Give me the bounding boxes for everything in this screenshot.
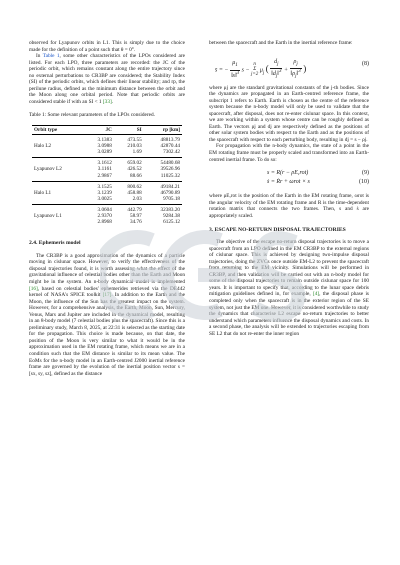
text: . In addition to the Earth and the Moon, the influence of the Sun has the greatest impact on the system. However, for a comprehensive analysis, the Earth, Moon, Sun, Mercury, Venus, Mars and Jupiter are included in the dynamical model, resulting in an 8-body model (7 celestial bodies plus the spacecraft). Since this is a preliminary study, March 8, 2025, at 22:31 is selected as the starting date for the propagation. This choice is made because, on that date, the position of the Moon is very similar to what it would be in the approximation used in the EM rotating frame, which means we are in a condition such that the EM distance is similar to its mean value. The EoMs for the n-body model in an Earth-centred J2000 inertial reference frame are governed by the evolution of the inertial position vector s = [sx, sy, sz], defined as the distance bbox=[29, 292, 186, 377]
table-cell: 442.79 bbox=[114, 204, 144, 213]
table-cell: 3.0988 bbox=[97, 143, 112, 150]
table-header-cell: SI bbox=[114, 126, 144, 135]
equation-9: s = R(r − ρE,rot) bbox=[267, 170, 309, 177]
paragraph-equation-description: where μj are the standard gravitational constants of the j-th bodies. Since the dynamics are propagated in an Earth-centred reference frame, the subscript 1 refers to Earth. Earth is chosen as the centre of the reference system because the n-body model will only be used to validate that the spacecraft, after disposal, does not re-enter cislunar space. In this context, we are working within a system whose centre can be roughly defined as Earth. The vectors ρj and dj are respectively defined as the positions of other solar system bodies with respect to the Earth and as the positions of the spacecraft with respect to each perturbing body, resulting in dj = s − ρj. bbox=[209, 84, 369, 143]
equation-number: (9) bbox=[362, 170, 369, 177]
table-cell-orbit-type bbox=[32, 149, 84, 158]
table-header-row bbox=[32, 126, 182, 135]
table-cell-orbit-type bbox=[32, 196, 84, 205]
table-row bbox=[32, 196, 182, 205]
citation-link[interactable]: [33] bbox=[102, 98, 112, 105]
table-cell: 3.0025 bbox=[97, 195, 112, 202]
table-cell: 659.02 bbox=[114, 158, 144, 167]
table-cell: 49184.21 bbox=[144, 181, 182, 190]
paragraph-table-intro bbox=[29, 53, 185, 105]
table-cell: 48813.79 bbox=[160, 137, 180, 144]
table-cell-orbit-type bbox=[32, 219, 84, 227]
text: , based on celestial bodies' ephemerides retrieved via the DE442 kernel of NASA's SPICE toolkit bbox=[29, 285, 185, 299]
equation-10: ṡ = Ṙr + ωrot × s bbox=[267, 179, 310, 186]
table-reference-link[interactable]: Table 1 bbox=[42, 53, 60, 60]
table-cell-orbit-type bbox=[32, 135, 84, 144]
left-column bbox=[29, 40, 185, 377]
table-cell: 2.9867 bbox=[97, 172, 112, 179]
table-cell: 9705.18 bbox=[163, 195, 180, 202]
paragraph-escape-objective bbox=[209, 239, 369, 337]
table-cell-orbit-type bbox=[32, 181, 84, 190]
equation-8 bbox=[209, 51, 369, 81]
paragraph-ephemeris bbox=[29, 253, 185, 377]
table-cell: 210.03 bbox=[127, 143, 142, 150]
table-row bbox=[32, 219, 182, 227]
table-row bbox=[32, 158, 182, 167]
table-cell: 3.1612 bbox=[84, 158, 114, 167]
table-row bbox=[32, 149, 182, 158]
citation-link[interactable]: [4] bbox=[312, 291, 320, 298]
table-cell: 2.03 bbox=[132, 195, 142, 202]
text: In bbox=[36, 53, 41, 60]
text: , the disposal phase is completed only when the spacecraft is in the exterior region of the SE system, not just the EM one. However, it is considered worthwhile to study the dynamics that characterise L2 escape no-return trajectories to better understand which parameters influence the disposal dynamics and costs. In a second phase, the analysis will be extended to trajectories escaping from SE L2 that do not re-enter the inner region bbox=[209, 291, 369, 337]
table-row bbox=[32, 181, 182, 190]
text: The objective of the escape no-return disposal trajectories is to move a spacecraft from an LPO defined in the EM CR3BP to the external regions of cislunar space. This is achieved by designing two-impulse disposal trajectories, doing the ZVCs once outside EM-L2 to prevent the spacecraft from returning to the EM vicinity. Simulations will be performed in CR3BP, and then validation will be carried out with an n-body model for some of the disposal trajectories to remain outside cislunar space for 100 years. It is important to specify that, according to the lunar space debris mitigation guidelines defined in, for example, bbox=[209, 239, 369, 298]
table-cell: 34.76 bbox=[129, 219, 142, 226]
table-header-cell: rp [km] bbox=[144, 126, 182, 135]
table-cell: 2.9370 bbox=[97, 213, 112, 220]
table-cell: 88.66 bbox=[129, 172, 142, 179]
table-cell: 42870.44 bbox=[160, 143, 180, 150]
table-cell: 473.55 bbox=[127, 137, 142, 144]
table-cell-orbit-type: Lyapunov L1 bbox=[34, 213, 62, 220]
table-caption: Table 1: Some relevant parameters of the LPOs considered. bbox=[29, 112, 155, 119]
text: , some other characteristics of the LPOs considered are listed. For each LPO, three parameters are recorded: the JC of the periodic orbit, which remains constant along the entire trajectory since no external perturbations to CR3BP are considered; the Stability Index (SI) of the periodic orbits, which defines their linear stability; and rp, the perilune radius, defined as the minimum distance between the orbit and the Moon along one orbital period. Note that periodic orbits are considered stable if with an SI < 1 bbox=[29, 53, 185, 105]
table-cell: 39526.96 bbox=[160, 166, 180, 173]
table-cell: 58.97 bbox=[129, 213, 142, 220]
table-cell: 11025.32 bbox=[160, 172, 180, 179]
table-row bbox=[32, 173, 182, 182]
table-cell-orbit-type: Lyapunov L2 bbox=[34, 166, 62, 173]
table-cell: 3.1525 bbox=[84, 181, 114, 190]
citation-link[interactable]: [17] bbox=[102, 292, 112, 299]
table-header-cell: JC bbox=[84, 126, 114, 135]
table-cell: 54480.68 bbox=[144, 158, 182, 167]
table-cell: 1.69 bbox=[132, 149, 142, 156]
table-cell: 7302.42 bbox=[163, 149, 180, 156]
equations-9-10 bbox=[209, 167, 369, 189]
table-row bbox=[32, 135, 182, 144]
equation-number: (8) bbox=[362, 60, 369, 67]
table-cell-orbit-type bbox=[32, 158, 84, 167]
table-cell: 3.0289 bbox=[97, 149, 112, 156]
table-cell-orbit-type: Halo L2 bbox=[34, 143, 52, 150]
table-cell: 3.1239 bbox=[97, 189, 112, 196]
table-cell: 9284.38 bbox=[163, 213, 180, 220]
paragraph-lyapunov-note: observed for Lyapunov orbits in L1. This is simply due to the choice made for the definition of a point such that θ = 0°. bbox=[29, 40, 185, 53]
section-heading: 3. ESCAPE NO-RETURN DISPOSAL TRAJECTORIES bbox=[209, 227, 346, 234]
text: The CR3BP is a good approximation of the dynamics of a particle moving in cislunar space. However, to verify the effectiveness of the disposal trajectories found, it is worth assessing what the effect of the gravitational influence of celestial bodies other than the Earth and Moon might be in the system. An n-body dynamical model is implemented bbox=[29, 252, 185, 285]
equation-number: (10) bbox=[359, 179, 369, 186]
table-cell: 46790.89 bbox=[160, 189, 180, 196]
table-cell: 6125.12 bbox=[163, 219, 180, 226]
table-cell-orbit-type bbox=[32, 173, 84, 182]
paragraph-inertial-frame: between the spacecraft and the Earth in the inertial reference frame: bbox=[209, 40, 353, 46]
paragraph-frame-definitions: where ρE,rot is the position of the Earth in the EM rotating frame, ωrot is the angular velocity of the EM rotating frame and R is the time-dependent rotation matrix that connects the two frames. Then, s and ṡ are appropriately scaled. bbox=[209, 193, 369, 219]
equation-body: s̈ = − $\frac{\mu_1}{‖s‖^3}$ s − n Σ j=2 $\mu_j$ ( $\frac{d_j}{‖d_j‖^3}$ + $\frac{\rho_j}{‖\rho_j‖^3}$ ) bbox=[215, 58, 307, 80]
table-cell: 3.1161 bbox=[97, 166, 112, 173]
table-header-cell: Orbit type bbox=[32, 126, 84, 135]
right-column bbox=[209, 40, 369, 337]
citation-link[interactable]: [16] bbox=[29, 285, 38, 292]
table-row bbox=[32, 204, 182, 213]
table-cell: 32383.20 bbox=[144, 204, 182, 213]
section-heading: 2.4. Ephemeris model bbox=[29, 240, 81, 247]
table-cell-orbit-type bbox=[32, 204, 84, 213]
table-body bbox=[32, 135, 182, 228]
table-cell: 2.8968 bbox=[97, 219, 112, 226]
table-cell: 458.88 bbox=[127, 189, 142, 196]
table-cell: 426.52 bbox=[127, 166, 142, 173]
text: . bbox=[111, 98, 114, 105]
paragraph-scaling: For propagation with the n-body dynamics, the state of a point in the EM rotating frame must be properly scaled and transformed into an Earth-centred inertial frame. To do so: bbox=[209, 143, 369, 163]
table-cell: 800.62 bbox=[114, 181, 144, 190]
table-cell-orbit-type: Halo L1 bbox=[34, 189, 52, 196]
lpo-parameters-table bbox=[32, 125, 182, 227]
table-cell: 3.0604 bbox=[84, 204, 114, 213]
table-cell: 3.1383 bbox=[97, 137, 112, 144]
